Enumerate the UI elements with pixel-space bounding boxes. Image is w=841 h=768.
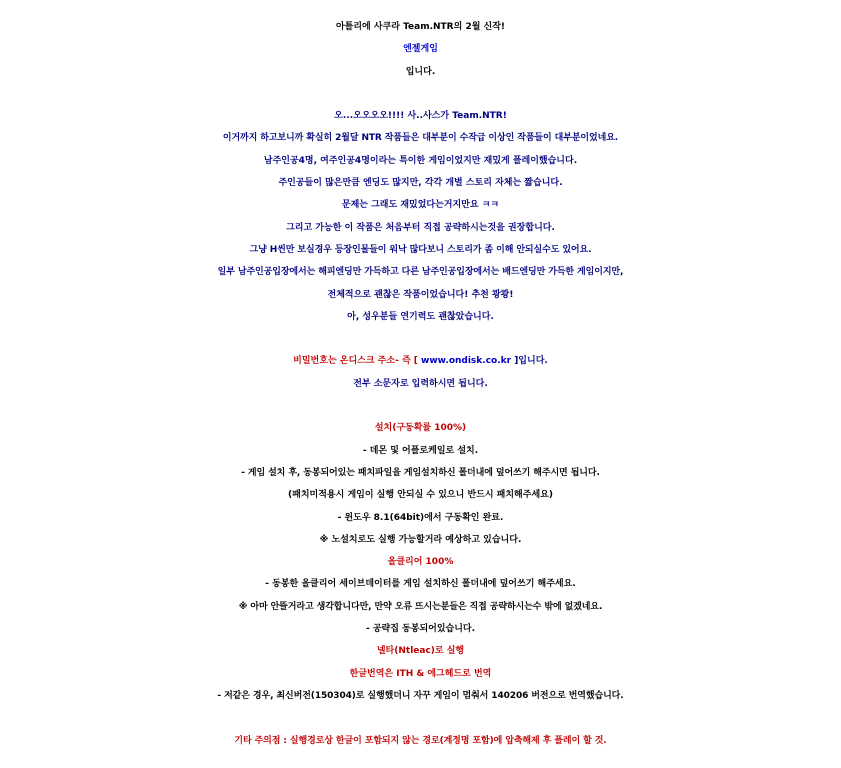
intro-headline: 아틀리에 사쿠라 Team.NTR의 2월 신작! <box>335 22 506 32</box>
review-line-2: 이거까지 하고보니까 확실히 2월달 NTR 작품들은 대부분이 수작급 이상인 작품들이 대부분이었네요. <box>222 133 619 144</box>
translation-section <box>0 640 841 707</box>
post-body <box>0 16 841 752</box>
allclear-line-3: - 공략집 동봉되어있습니다. <box>365 624 476 635</box>
ondisk-link[interactable]: www.ondisk.co.kr <box>421 356 512 367</box>
review-line-1: 오...오오오오!!!! 사..사스가 Team.NTR! <box>334 111 507 122</box>
review-section <box>0 105 841 328</box>
intro-closing: 입니다. <box>405 66 436 77</box>
spacer <box>0 395 841 417</box>
review-line-3: 남주인공4명, 여주인공4명이라는 특이한 게임이었지만 재밌게 플레이했습니다. <box>263 155 578 166</box>
spacer <box>0 328 841 350</box>
allclear-line-2: ※ 아마 안뜰거라고 생각합니다만, 만약 오류 뜨시는분들은 직접 공략하시는수 밖에 없겠네요. <box>238 601 603 612</box>
password-section <box>0 350 841 395</box>
allclear-line-1: - 동봉한 올클리어 세이브데이터를 게임 설치하신 폴더내에 덮어쓰기 해주세요. <box>265 579 576 590</box>
translation-credit-line: 한글번역은 ITH & 에그헤드로 번역 <box>349 668 492 679</box>
password-line <box>0 350 841 372</box>
password-prefix: 비밀번호는 온디스크 주소- 즉 [ <box>293 356 422 367</box>
install-title: 설치(구동확률 100%) <box>374 423 467 434</box>
review-line-10: 아, 성우분들 연기력도 괜찮았습니다. <box>347 311 494 322</box>
warning-note: 기타 주의점 : 실행경로상 한글이 포함되지 않는 경로(계정명 포함)에 압축해제 후 플레이 할 것. <box>234 735 607 746</box>
spacer <box>0 707 841 729</box>
translation-run-line: 넬타(Ntleac)로 실행 <box>376 646 465 657</box>
password-note: 전부 소문자로 입력하시면 됩니다. <box>353 378 488 389</box>
game-title-link[interactable]: 엔젤게임 <box>403 44 438 55</box>
install-line-2: - 게임 설치 후, 동봉되어있는 패치파일을 게임설치하신 폴더내에 덮어쓰기 해주시면 됩니다. <box>241 467 600 478</box>
translation-version-line: - 저같은 경우, 최신버전(150304)로 실행했더니 자꾸 게임이 멈춰서 140206 버전으로 번역했습니다. <box>217 690 624 701</box>
review-line-4: 주인공들이 많은만큼 엔딩도 많지만, 각각 개별 스토리 자체는 짧습니다. <box>278 178 563 189</box>
review-line-6: 그리고 가능한 이 작품은 처음부터 직접 공략하시는것을 권장합니다. <box>286 222 555 233</box>
review-line-8: 일부 남주인공입장에서는 해피엔딩만 가득하고 다른 남주인공입장에서는 배드엔딩만 가득한 게임이지만, <box>217 267 624 278</box>
review-line-5: 문제는 그래도 재밌었다는거지만요 ㅋㅋ <box>341 200 500 211</box>
install-section <box>0 417 841 551</box>
install-line-1: - 데몬 및 어플로케일로 설치. <box>362 445 479 456</box>
password-suffix: ]입니다. <box>511 356 548 367</box>
install-line-4: - 윈도우 8.1(64bit)에서 구동확인 완료. <box>337 512 504 523</box>
install-line-3: (패치미적용시 게임이 실행 안되실 수 있으니 반드시 패치해주세요) <box>288 490 553 501</box>
spacer <box>0 83 841 105</box>
allclear-title: 올클리어 100% <box>387 557 454 568</box>
review-line-9: 전체적으로 괜찮은 작품이었습니다! 추천 쾅쾅! <box>327 289 514 300</box>
review-line-7: 그냥 H씬만 보실경우 등장인물들이 워낙 많다보니 스토리가 좀 이해 안되실수도 있어요. <box>249 244 592 255</box>
allclear-section <box>0 551 841 640</box>
install-line-5: ※ 노설치로도 실행 가능할거라 예상하고 있습니다. <box>319 534 522 545</box>
